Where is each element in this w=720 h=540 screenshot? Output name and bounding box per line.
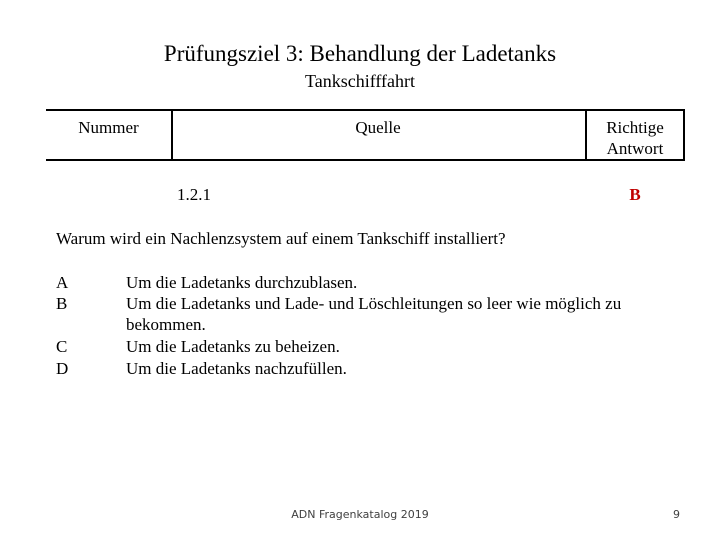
footer-catalog: ADN Fragenkatalog 2019 xyxy=(291,508,429,521)
column-header-answer xyxy=(587,117,683,159)
option-a-text: Um die Ladetanks durchzublasen. xyxy=(126,273,358,292)
option-b-letter: B xyxy=(56,294,68,313)
question-number: 1.2.1 xyxy=(177,185,211,204)
page-number: 9 xyxy=(673,508,680,521)
column-header-number: Nummer xyxy=(78,118,139,137)
page-title: Prüfungsziel 3: Behandlung der Ladetanks xyxy=(163,41,557,66)
option-c-letter: C xyxy=(56,337,68,356)
correct-answer: B xyxy=(629,185,641,204)
option-d-letter: D xyxy=(56,359,69,378)
option-a-letter: A xyxy=(56,273,69,292)
page-subtitle: Tankschifffahrt xyxy=(304,71,416,91)
column-header-source: Quelle xyxy=(355,118,401,137)
question-text: Warum wird ein Nachlenzsystem auf einem Tankschiff installiert? xyxy=(56,229,506,248)
column-header-answer-line2: Antwort xyxy=(606,139,664,158)
option-c-text: Um die Ladetanks zu beheizen. xyxy=(126,337,340,356)
header-table xyxy=(46,109,685,161)
option-d-text: Um die Ladetanks nachzufüllen. xyxy=(126,359,347,378)
option-b-text: Um die Ladetanks und Lade- und Löschleitungen so leer wie möglich zu bekommen. xyxy=(126,294,622,334)
column-header-answer-line1: Richtige xyxy=(606,118,664,137)
